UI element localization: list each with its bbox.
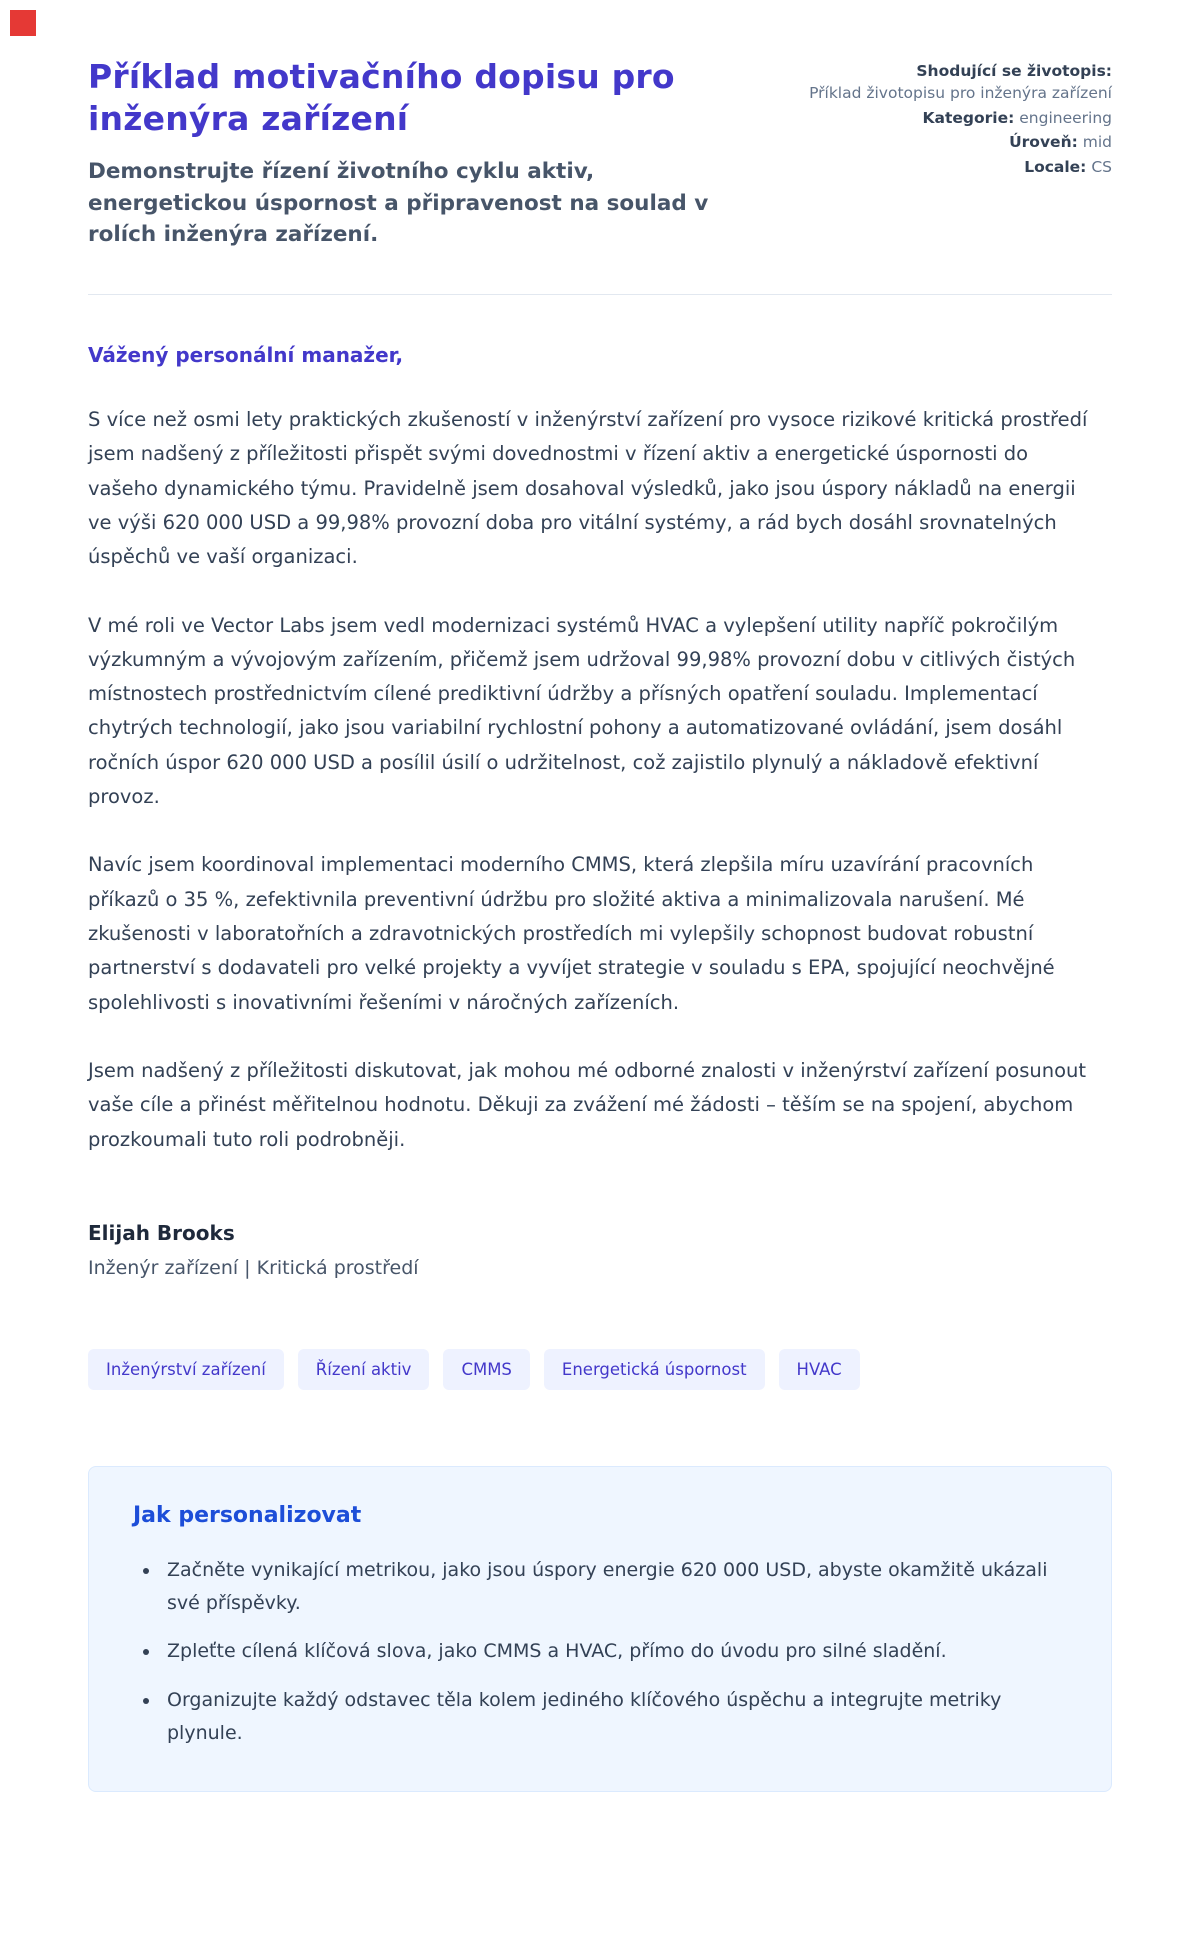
meta-level-label: Úroveň: [1009,133,1078,152]
tag-energy-efficiency[interactable]: Energetická úspornost [544,1349,765,1390]
meta-panel [802,56,1112,180]
cover-letter-page [88,0,1112,1792]
meta-category [802,107,1112,129]
corner-mark [10,10,36,36]
header-title-block [88,56,728,250]
meta-matching-resume-label: Shodující se životopis: [916,62,1112,80]
tag-hvac[interactable]: HVAC [779,1349,860,1390]
signature-block [88,1221,1112,1279]
meta-matching-resume-link[interactable]: Příklad životopisu pro inženýra zařízení [809,84,1112,103]
meta-locale [802,156,1112,178]
signature-name: Elijah Brooks [88,1220,235,1245]
tip-item: • Zpleťte cílená klíčová slova, jako CMMS a HVAC, přímo do úvodu pro silné sladění. [161,1635,1067,1668]
meta-category-label: Kategorie: [922,108,1015,127]
personalization-tips-box [88,1466,1112,1792]
page-title: Příklad motivačního dopisu pro inženýra zařízení [88,57,675,139]
header-divider [88,294,1112,295]
letter-paragraph: S více než osmi lety praktických zkušeností v inženýrství zařízení pro vysoce rizikové kritická prostředí jsem nadšený z příležitosti přispět svými dovednostmi v řízení aktiv a energetické úspornosti do vašeho dynamického týmu. Pravidelně jsem dosahoval výsledků, jako jsou úspory nákladů na energii ve výši 620 000 USD a 99,98% provozní doba pro vitální systémy, a rád bych dosáhl srovnatelných úspěchů ve vaší organizaci. [88,407,1088,569]
meta-locale-value: CS [1091,157,1112,176]
meta-matching-resume [802,60,1112,105]
meta-level-value: mid [1082,133,1112,152]
tip-item: • Organizujte každý odstavec těla kolem jediného klíčového úspěchu a integrujte metriky plynule. [161,1684,1067,1749]
meta-level [802,131,1112,153]
tag-list [88,1349,1112,1390]
header [88,56,1112,250]
letter-paragraph: V mé roli ve Vector Labs jsem vedl modernizaci systémů HVAC a vylepšení utility napříč pokročilým výzkumným a vývojovým zařízením, přičemž jsem udržoval 99,98% provozní dobu v citlivých čistých místnostech prostřednictvím cílené prediktivní údržby a přísných opatření souladu. Implementací chytrých technologií, jako jsou variabilní rychlostní pohony a automatizované ovládání, jsem dosáhl ročních úspor 620 000 USD a posílil úsilí o udržitelnost, což zajistilo plynulý a nákladově efektivní provoz. [88,613,1076,809]
letter-body [88,343,1112,1279]
page-subtitle: Demonstrujte řízení životního cyklu aktiv, energetickou úspornost a připravenost na soulad v rolích inženýra zařízení. [88,159,709,247]
meta-locale-label: Locale: [1024,157,1087,176]
signature-role: Inženýr zařízení | Kritická prostředí [88,1256,419,1279]
meta-category-value: engineering [1019,108,1112,127]
tag-cmms[interactable]: CMMS [443,1349,529,1390]
tips-list [133,1554,1067,1749]
tag-facilities-engineering[interactable]: Inženýrství zařízení [88,1349,284,1390]
letter-paragraph: Jsem nadšený z příležitosti diskutovat, jak mohou mé odborné znalosti v inženýrství zařízení posunout vaše cíle a přinést měřitelnou hodnotu. Děkuji za zvážení mé žádosti – těším se na spojení, abychom prozkoumali tuto roli podrobněji. [88,1058,1087,1151]
tag-asset-management[interactable]: Řízení aktiv [298,1349,430,1390]
salutation: Vážený personální manažer, [88,342,404,367]
tips-title: Jak personalizovat [133,1502,362,1528]
letter-paragraph: Navíc jsem koordinoval implementaci moderního CMMS, která zlepšila míru uzavírání pracovních příkazů o 35 %, zefektivnila preventivní údržbu pro složité aktiva a minimalizovala narušení. Mé zkušenosti v laboratořních a zdravotnických prostředích mi vylepšily schopnost budovat robustní partnerství s dodavateli pro velké projekty a vyvíjet strategie v souladu s EPA, spojující neochvějné spolehlivosti s inovativními řešeními v náročných zařízeních. [88,853,1055,1014]
tip-item: • Začněte vynikající metrikou, jako jsou úspory energie 620 000 USD, abyste okamžitě ukázali své příspěvky. [161,1554,1067,1619]
